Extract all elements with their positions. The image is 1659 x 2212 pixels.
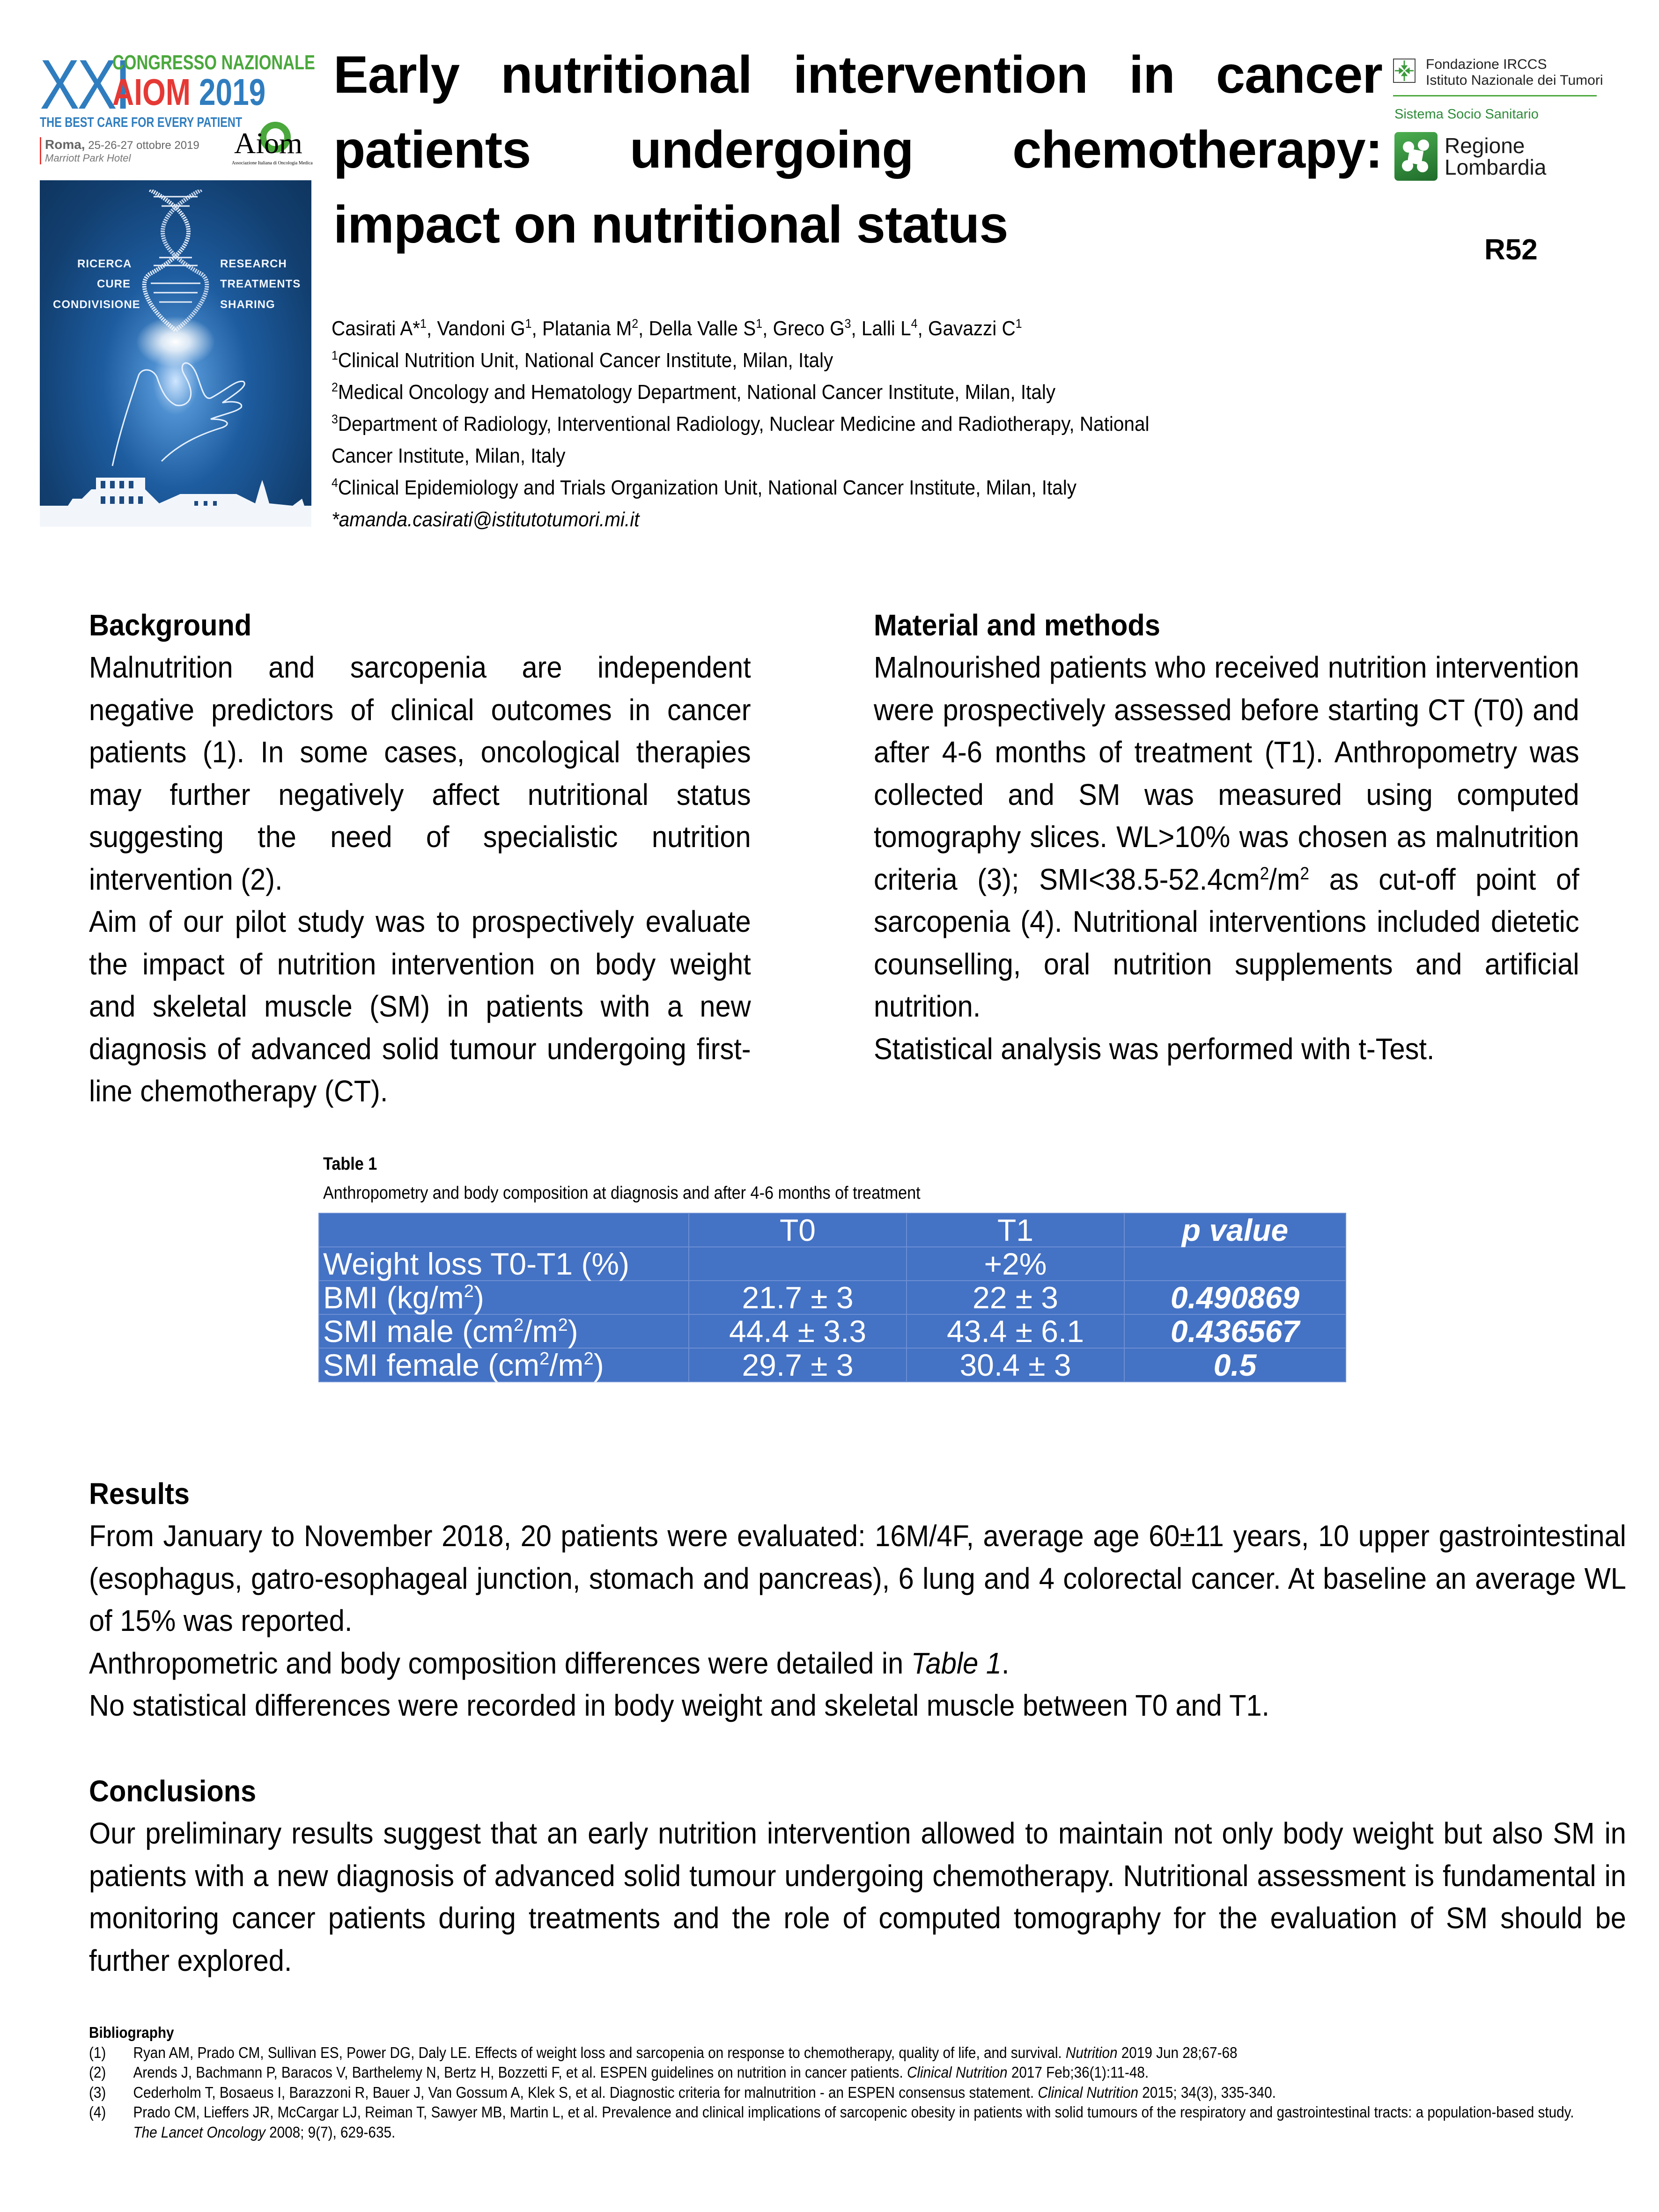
statistics-paragraph: Statistical analysis was performed with t-Test. bbox=[874, 1032, 1435, 1066]
artwork-word: TREATMENTS bbox=[220, 278, 301, 290]
artwork-word: CONDIVISIONE bbox=[53, 298, 140, 311]
contact-email[interactable]: *amanda.casirati@istitutotumori.mi.it bbox=[332, 508, 640, 531]
p-value-cell: 0.436567 bbox=[1124, 1314, 1346, 1348]
hand-outline-icon bbox=[110, 349, 251, 471]
aiom-logo bbox=[232, 119, 313, 171]
affiliation: $^4$Clinical Epidemiology and Trials Organization Unit, National Cancer Institute, Milan, Italy bbox=[332, 476, 1077, 499]
congress-city: Roma, bbox=[45, 137, 85, 152]
aim-paragraph: Aim of our pilot study was to prospectively evaluate the impact of nutrition intervention on body weight and skeletal muscle (SM) in patients with a new diagnosis of advanced solid tumour undergoing first-line chemotherapy (CT). bbox=[89, 905, 751, 1108]
row-label: Weight loss T0-T1 (%) bbox=[319, 1247, 689, 1281]
results-section bbox=[89, 1473, 1626, 1727]
authors-block bbox=[332, 313, 1149, 536]
row-label: SMI female $(cm^2/m^2)$ bbox=[319, 1348, 689, 1382]
t0-cell bbox=[689, 1247, 907, 1281]
congress-numeral: XXI bbox=[40, 45, 129, 124]
t1-cell: +2% bbox=[907, 1247, 1124, 1281]
congress-dates: 25-26-27 ottobre 2019 bbox=[85, 139, 199, 152]
int-name-line1: Fondazione IRCCS bbox=[1426, 57, 1547, 72]
poster-code: R52 bbox=[1484, 234, 1538, 266]
reference-item: (3) Cederholm T, Bosaeus I, Barazzoni R, Bauer J, Van Gossum A, Klek S, et al. Diagnostic criteria for malnutrition - an ESPEN consensus statement. Clinical Nutrition 2015; 34(3), 335-340. bbox=[89, 2083, 1276, 2101]
regione-lombardia-wordmark: Regione Lombardia bbox=[1445, 133, 1547, 179]
row-label: SMI male $(cm^2/m^2)$ bbox=[319, 1314, 689, 1348]
congress-name: CONGRESSO NAZIONALE bbox=[112, 51, 315, 74]
t1-cell: 22 ± 3 bbox=[907, 1281, 1124, 1314]
reference-item: (1) Ryan AM, Prado CM, Sullivan ES, Power DG, Daly LE. Effects of weight loss and sarcopenia on response to chemotherapy, quality of life, and survival. Nutrition 2019 Jun 28;67-68 bbox=[89, 2043, 1238, 2061]
background-heading: Background bbox=[89, 608, 252, 642]
p-value-cell: 0.5 bbox=[1124, 1348, 1346, 1382]
t0-cell: 44.4 ± 3.3 bbox=[689, 1314, 907, 1348]
author: Casirati A* bbox=[332, 317, 420, 340]
regione-lombardia-cross-icon bbox=[1394, 132, 1438, 181]
t1-cell: 43.4 ± 6.1 bbox=[907, 1314, 1124, 1348]
artwork-word: RESEARCH bbox=[220, 258, 287, 270]
congress-location bbox=[40, 137, 199, 164]
conclusions-paragraph: Our preliminary results suggest that an early nutrition intervention allowed to maintain not only body weight but also SM in patients with a new diagnosis of advanced solid tumour undergoing chemotherapy. Nutritional assessment is fundamental in monitoring cancer patients during treatments and the role of computed tomography for the evaluation of SM should be further explored. bbox=[89, 1816, 1626, 1977]
results-table bbox=[318, 1213, 1346, 1382]
poster-title: Early nutritional intervention in cancer patients undergoing chemotherapy: impact on nutritional status bbox=[333, 45, 1382, 254]
congress-edition bbox=[112, 71, 265, 114]
aiom-full-name: Associazione Italiana di Oncologia Medica bbox=[232, 161, 313, 166]
int-arrows-icon bbox=[1393, 59, 1416, 83]
author: Della Valle S bbox=[649, 317, 756, 340]
artwork-word: RICERCA bbox=[77, 258, 132, 270]
row-label: BMI $(kg/m^2)$ bbox=[319, 1281, 689, 1314]
congress-venue: Marriott Park Hotel bbox=[45, 152, 131, 164]
table-row bbox=[319, 1247, 1346, 1281]
congress-artwork bbox=[40, 180, 311, 527]
aiom-wordmark: Aiom bbox=[234, 126, 302, 160]
author: Vandoni G bbox=[437, 317, 525, 340]
bibliography-section bbox=[89, 2023, 1644, 2142]
reference-item: (2) Arends J, Bachmann P, Baracos V, Barthelemy N, Bertz H, Bozzetti F, et al. ESPEN guidelines on nutrition in cancer patients. Clinical Nutrition 2017 Feb;36(1):11-48. bbox=[89, 2064, 1149, 2081]
table-header-cell: T0 bbox=[689, 1213, 907, 1247]
logo-divider bbox=[1393, 95, 1597, 96]
results-table-ref: Anthropometric and body composition differences were detailed in Table 1. bbox=[89, 1646, 1010, 1680]
int-name-line2: Istituto Nazionale dei Tumori bbox=[1426, 73, 1603, 88]
affiliation: $^3$Department of Radiology, Interventional Radiology, Nuclear Medicine and Radiotherapy, National bbox=[332, 412, 1150, 435]
congress-tagline: THE BEST CARE FOR EVERY PATIENT bbox=[40, 115, 243, 130]
artwork-word: SHARING bbox=[220, 298, 275, 311]
t0-cell: 21.7 ± 3 bbox=[689, 1281, 907, 1314]
methods-heading: Material and methods bbox=[874, 608, 1160, 642]
methods-section bbox=[874, 604, 1579, 1070]
results-paragraph: From January to November 2018, 20 patients were evaluated: 16M/4F, average age 60±11 years, 10 upper gastrointestinal (esophagus, gatro-esophageal junction, stomach and pancreas), 6 lung and 4 colorectal cancer. At baseline an average WL of 15% was reported. bbox=[89, 1519, 1626, 1637]
background-paragraph: Malnutrition and sarcopenia are independent negative predictors of clinical outcomes in cancer patients (1). In some cases, oncological therapies may further negatively affect nutritional status suggesting the need of specialistic nutrition intervention (2). bbox=[89, 650, 751, 896]
results-heading: Results bbox=[89, 1477, 190, 1511]
rome-skyline-icon bbox=[40, 461, 311, 527]
congress-logo bbox=[40, 44, 315, 180]
table-row bbox=[319, 1348, 1346, 1382]
bibliography-heading: Bibliography bbox=[89, 2024, 174, 2041]
affiliation: $^2$Medical Oncology and Hematology Department, National Cancer Institute, Milan, Italy bbox=[332, 380, 1056, 404]
affiliation: $^1$Clinical Nutrition Unit, National Cancer Institute, Milan, Italy bbox=[332, 348, 833, 372]
t0-cell: 29.7 ± 3 bbox=[689, 1348, 907, 1382]
artwork-word: CURE bbox=[97, 278, 131, 290]
table-header-cell: p value bbox=[1124, 1213, 1346, 1247]
table-caption bbox=[323, 1150, 921, 1208]
p-value-cell bbox=[1124, 1247, 1346, 1281]
congress-year: 2019 bbox=[199, 71, 266, 113]
author: Greco G bbox=[773, 317, 845, 340]
table-row bbox=[319, 1281, 1346, 1314]
reference-item: (4) Prado CM, Lieffers JR, McCargar LJ, Reiman T, Sawyer MB, Martin L, et al. Prevalence and clinical implications of sarcopenic obesity in patients with solid tumours of the respiratory and gastrointestinal tracts: a population-based study. The Lancet Oncology 2008; 9(7), 629-635. bbox=[89, 2103, 1574, 2141]
results-summary: No statistical differences were recorded in body weight and skeletal muscle between T0 and T1. bbox=[89, 1688, 1270, 1722]
author-list: Casirati A*$^1$, Vandoni $G^1$, Platania $M^2$, Della Valle $S^1$, Greco $G^3$, Lalli $L^4$, Gavazzi $C^1$ bbox=[332, 317, 1022, 340]
t1-cell: 30.4 ± 3 bbox=[907, 1348, 1124, 1382]
conclusions-section bbox=[89, 1770, 1626, 1982]
author: Lalli L bbox=[861, 317, 911, 340]
table-row bbox=[319, 1314, 1346, 1348]
table-header-row bbox=[319, 1213, 1346, 1247]
p-value-cell: 0.490869 bbox=[1124, 1281, 1346, 1314]
table-label: Table 1 bbox=[323, 1154, 377, 1174]
conclusions-heading: Conclusions bbox=[89, 1774, 257, 1808]
affiliation-continued: Cancer Institute, Milan, Italy bbox=[332, 444, 566, 467]
methods-paragraph: Malnourished patients who received nutrition intervention were prospectively assessed before starting CT (T0) and after 4-6 months of treatment (T1). Anthropometry was collected and SM was measured using computed tomography slices. WL>10% was chosen as malnutrition criteria (3); $SMI<38.5-52.4cm^2/m^2$ as cut-off point of sarcopenia (4). Nutritional interventions included dietetic counselling, oral nutrition supplements and artificial nutrition. bbox=[874, 650, 1579, 1023]
table-reference-link: Table 1 bbox=[911, 1646, 1002, 1680]
table-header-cell: T1 bbox=[907, 1213, 1124, 1247]
background-section bbox=[89, 604, 751, 1113]
table-description: Anthropometry and body composition at diagnosis and after 4-6 months of treatment bbox=[323, 1183, 921, 1203]
author: Platania M bbox=[542, 317, 632, 340]
congress-org: AIOM bbox=[112, 71, 191, 113]
author: Gavazzi C bbox=[928, 317, 1016, 340]
sss-label: Sistema Socio Sanitario bbox=[1394, 107, 1539, 122]
table-header-cell bbox=[319, 1213, 689, 1247]
